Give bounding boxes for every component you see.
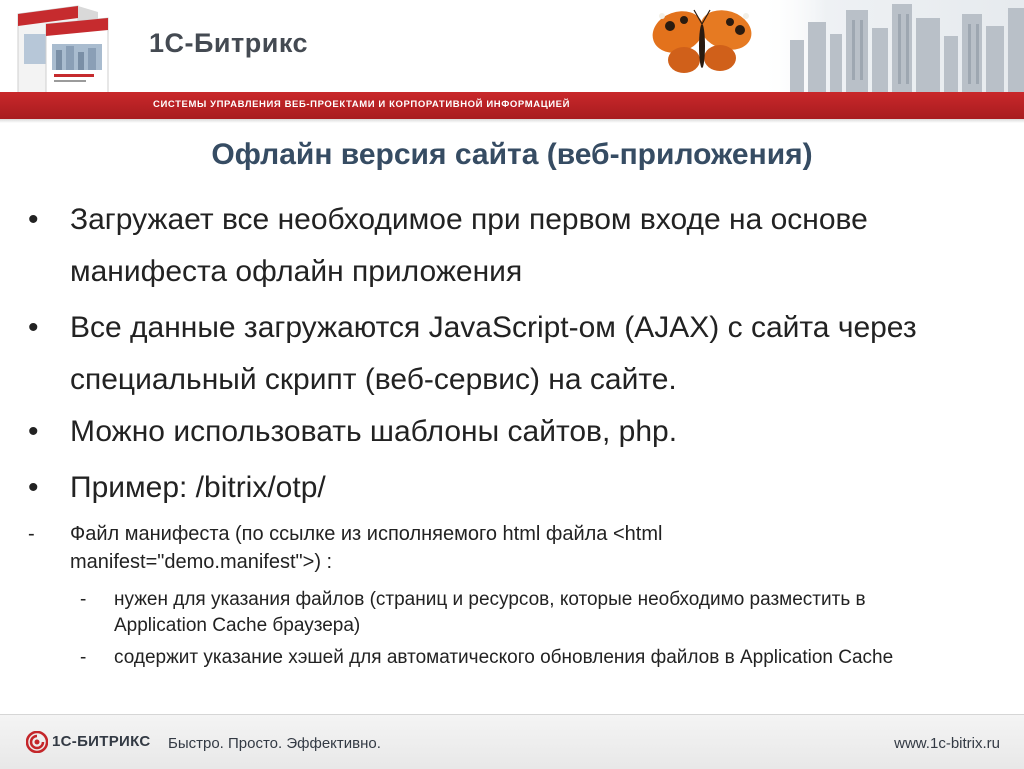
sub-sub-bullet-text: нужен для указания файлов (страниц и ресурсов, которые необходимо разместить в Application Cache браузера): [114, 589, 866, 636]
sub-sub-bullet-item: [80, 645, 980, 671]
bullet-text: Можно использовать шаблоны сайтов, php.: [70, 415, 678, 448]
sub-bullet-marker: -: [28, 523, 35, 545]
bullet-marker: •: [28, 203, 39, 236]
bullet-text: Загружает все необходимое при первом входе на основе манифеста офлайн приложения: [70, 203, 868, 288]
sub-sub-bullet-text: содержит указание хэшей для автоматического обновления файлов в Application Cache: [114, 647, 894, 668]
bullet-item: [28, 462, 998, 514]
slide-header: [0, 0, 1024, 92]
footer-brand: 1С-БИТРИКС: [52, 733, 151, 750]
sub-sub-bullet-marker: -: [80, 647, 87, 668]
band-shadow: [0, 119, 1024, 123]
bullet-item: [28, 302, 998, 406]
slide-footer: [0, 714, 1024, 769]
slide-title: Офлайн версия сайта (веб-приложения): [211, 138, 813, 171]
sub-bullet-text: Файл манифеста (по ссылке из исполняемого html файла <html manifest="demo.manifest">) :: [70, 523, 663, 573]
bullet-item: [28, 406, 998, 458]
city-skyline-image: [760, 0, 1024, 92]
butterfly-image: [648, 6, 756, 84]
footer-url-link[interactable]: www.1c-bitrix.ru: [894, 735, 1000, 752]
bullet-marker: •: [28, 311, 39, 344]
sub-sub-bullet-item: [80, 587, 960, 639]
header-tagline: СИСТЕМЫ УПРАВЛЕНИЯ ВЕБ-ПРОЕКТАМИ И КОРПОРАТИВНОЙ ИНФОРМАЦИЕЙ: [153, 99, 571, 110]
sub-bullet-item: [28, 520, 808, 576]
sub-sub-bullet-marker: -: [80, 589, 87, 610]
footer-slogan: Быстро. Просто. Эффективно.: [168, 735, 381, 752]
brand-title: 1С-Битрикс: [149, 28, 308, 58]
bullet-marker: •: [28, 415, 39, 448]
bullet-text: Пример: /bitrix/otp/: [70, 471, 326, 504]
bullet-text: Все данные загружаются JavaScript-ом (AJAX) с сайта через специальный скрипт (веб-сервис) на сайте.: [70, 311, 917, 396]
product-box-image: [8, 4, 128, 92]
bitrix-logo-icon: [26, 731, 48, 753]
bullet-marker: •: [28, 471, 39, 504]
bullet-item: [28, 194, 998, 298]
